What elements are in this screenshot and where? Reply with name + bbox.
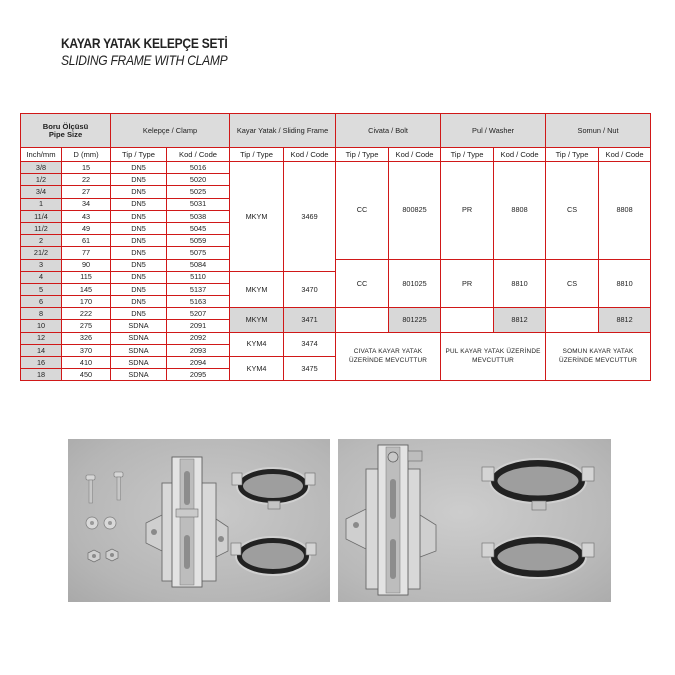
cell-clamp-type: DN5 [111, 174, 167, 186]
cell-diameter: 43 [62, 210, 111, 222]
sliding-frame-icon [146, 457, 228, 587]
cell-clamp-type: DN5 [111, 308, 167, 320]
cell-clamp-type: DN5 [111, 210, 167, 222]
cell-nut-code: 8812 [599, 308, 651, 332]
subheader-bolt-type: Tip / Type [336, 148, 389, 162]
cell-clamp-code: 5207 [167, 308, 230, 320]
cell-frame-type: KYM4 [230, 357, 284, 381]
cell-clamp-code: 5016 [167, 162, 230, 174]
subheader-frame-code: Kod / Code [284, 148, 336, 162]
cell-washer-code: 8812 [494, 308, 546, 332]
cell-inch: 2 [21, 235, 62, 247]
cell-bolt-type-empty [336, 308, 389, 332]
cell-clamp-code: 5059 [167, 235, 230, 247]
cell-bolt-code: 800825 [389, 162, 441, 260]
subheader-nut-type: Tip / Type [546, 148, 599, 162]
cell-washer-type: PR [441, 259, 494, 308]
cell-clamp-type: DN5 [111, 259, 167, 271]
cell-inch: 3/4 [21, 186, 62, 198]
cell-nut-code: 8810 [599, 259, 651, 308]
cell-diameter: 61 [62, 235, 111, 247]
cell-frame-code: 3475 [284, 357, 336, 381]
sliding-frame-icon [346, 445, 436, 595]
cell-frame-code: 3470 [284, 271, 336, 308]
cell-clamp-type: DN5 [111, 283, 167, 295]
cell-diameter: 77 [62, 247, 111, 259]
cell-clamp-code: 5025 [167, 186, 230, 198]
bolt-icon [86, 475, 95, 503]
cell-clamp-type: SDNA [111, 332, 167, 344]
header-sliding-frame: Kayar Yatak / Sliding Frame [230, 114, 336, 148]
cell-frame-type: MKYM [230, 308, 284, 332]
cell-clamp-type: SDNA [111, 344, 167, 356]
cell-frame-code: 3474 [284, 332, 336, 356]
cell-nut-type: CS [546, 259, 599, 308]
header-clamp: Kelepçe / Clamp [111, 114, 230, 148]
cell-inch: 21/2 [21, 247, 62, 259]
cell-clamp-type: DN5 [111, 162, 167, 174]
subheader-nut-code: Kod / Code [599, 148, 651, 162]
subheader-bolt-code: Kod / Code [389, 148, 441, 162]
table-row [21, 162, 651, 174]
pipe-clamp-icon [231, 537, 316, 575]
cell-diameter: 15 [62, 162, 111, 174]
cell-clamp-code: 5020 [167, 174, 230, 186]
cell-inch: 18 [21, 369, 62, 381]
header-pipe-size-en: Pipe Size [48, 129, 83, 139]
cell-frame-code: 3471 [284, 308, 336, 332]
cell-diameter: 90 [62, 259, 111, 271]
cell-inch: 4 [21, 271, 62, 283]
cell-clamp-code: 2092 [167, 332, 230, 344]
washer-icon [104, 517, 116, 529]
cell-nut-code: 8808 [599, 162, 651, 260]
cell-clamp-type: SDNA [111, 369, 167, 381]
cell-clamp-type: DN5 [111, 296, 167, 308]
cell-diameter: 410 [62, 357, 111, 369]
cell-clamp-code: 5031 [167, 198, 230, 210]
cell-clamp-code: 5084 [167, 259, 230, 271]
header-nut: Somun / Nut [546, 114, 651, 148]
cell-inch: 11/4 [21, 210, 62, 222]
header-washer: Pul / Washer [441, 114, 546, 148]
cell-clamp-code: 5045 [167, 222, 230, 234]
cell-clamp-code: 2095 [167, 369, 230, 381]
cell-diameter: 34 [62, 198, 111, 210]
table-row [21, 308, 651, 320]
cell-clamp-type: DN5 [111, 198, 167, 210]
cell-nut-type-empty [546, 308, 599, 332]
subheader-inch: Inch/mm [21, 148, 62, 162]
cell-frame-code: 3469 [284, 162, 336, 272]
cell-clamp-code: 2094 [167, 357, 230, 369]
nut-icon [106, 549, 118, 561]
cell-diameter: 326 [62, 332, 111, 344]
cell-diameter: 115 [62, 271, 111, 283]
cell-inch: 5 [21, 283, 62, 295]
cell-diameter: 145 [62, 283, 111, 295]
cell-clamp-type: DN5 [111, 235, 167, 247]
bolt-icon [114, 472, 123, 500]
cell-clamp-code: 5163 [167, 296, 230, 308]
cell-frame-type: KYM4 [230, 332, 284, 356]
cell-diameter: 49 [62, 222, 111, 234]
note-bolt: CIVATA KAYAR YATAK ÜZERİNDE MEVCUTTUR [336, 332, 441, 381]
nut-icon [88, 550, 100, 562]
subheader-frame-type: Tip / Type [230, 148, 284, 162]
header-pipe-size-tr: Boru Ölçüsü [42, 121, 89, 131]
cell-inch: 16 [21, 357, 62, 369]
cell-clamp-type: SDNA [111, 357, 167, 369]
cell-clamp-type: DN5 [111, 186, 167, 198]
cell-bolt-code: 801225 [389, 308, 441, 332]
cell-inch: 8 [21, 308, 62, 320]
subheader-washer-type: Tip / Type [441, 148, 494, 162]
cell-inch: 1/2 [21, 174, 62, 186]
cell-clamp-code: 5137 [167, 283, 230, 295]
table-row [21, 259, 651, 271]
title-turkish: KAYAR YATAK KELEPÇE SETİ [61, 35, 228, 51]
cell-washer-code: 8810 [494, 259, 546, 308]
cell-inch: 3/8 [21, 162, 62, 174]
cell-clamp-code: 5110 [167, 271, 230, 283]
header-pipe-size [21, 114, 111, 148]
cell-diameter: 450 [62, 369, 111, 381]
cell-washer-type-empty [441, 308, 494, 332]
cell-clamp-code: 2091 [167, 320, 230, 332]
cell-diameter: 27 [62, 186, 111, 198]
pipe-clamp-icon [482, 536, 594, 578]
product-photo-parts [68, 439, 330, 602]
cell-inch: 10 [21, 320, 62, 332]
cell-frame-type: MKYM [230, 162, 284, 272]
subheader-washer-code: Kod / Code [494, 148, 546, 162]
cell-inch: 14 [21, 344, 62, 356]
subheader-clamp-code: Kod / Code [167, 148, 230, 162]
cell-nut-type: CS [546, 162, 599, 260]
subheader-diameter: D (mm) [62, 148, 111, 162]
cell-diameter: 275 [62, 320, 111, 332]
cell-clamp-code: 5038 [167, 210, 230, 222]
cell-diameter: 22 [62, 174, 111, 186]
cell-bolt-type: CC [336, 162, 389, 260]
cell-diameter: 370 [62, 344, 111, 356]
cell-bolt-type: CC [336, 259, 389, 308]
cell-clamp-type: DN5 [111, 271, 167, 283]
cell-clamp-code: 5075 [167, 247, 230, 259]
cell-inch: 6 [21, 296, 62, 308]
note-nut: SOMUN KAYAR YATAK ÜZERİNDE MEVCUTTUR [546, 332, 651, 381]
cell-clamp-type: SDNA [111, 320, 167, 332]
cell-frame-type: MKYM [230, 271, 284, 308]
header-bolt: Civata / Bolt [336, 114, 441, 148]
cell-inch: 3 [21, 259, 62, 271]
table-row [21, 332, 651, 344]
cell-diameter: 170 [62, 296, 111, 308]
spec-table [20, 113, 651, 381]
cell-washer-code: 8808 [494, 162, 546, 260]
subheader-clamp-type: Tip / Type [111, 148, 167, 162]
washer-icon [86, 517, 98, 529]
note-washer: PUL KAYAR YATAK ÜZERİNDE MEVCUTTUR [441, 332, 546, 381]
cell-diameter: 222 [62, 308, 111, 320]
cell-inch: 1 [21, 198, 62, 210]
pipe-clamp-icon [232, 468, 315, 509]
cell-clamp-type: DN5 [111, 247, 167, 259]
title-english: SLIDING FRAME WITH CLAMP [61, 52, 228, 68]
product-photo-assembled [338, 439, 611, 602]
cell-washer-type: PR [441, 162, 494, 260]
pipe-clamp-icon [482, 459, 594, 510]
cell-bolt-code: 801025 [389, 259, 441, 308]
cell-clamp-code: 2093 [167, 344, 230, 356]
cell-clamp-type: DN5 [111, 222, 167, 234]
cell-inch: 11/2 [21, 222, 62, 234]
cell-inch: 12 [21, 332, 62, 344]
